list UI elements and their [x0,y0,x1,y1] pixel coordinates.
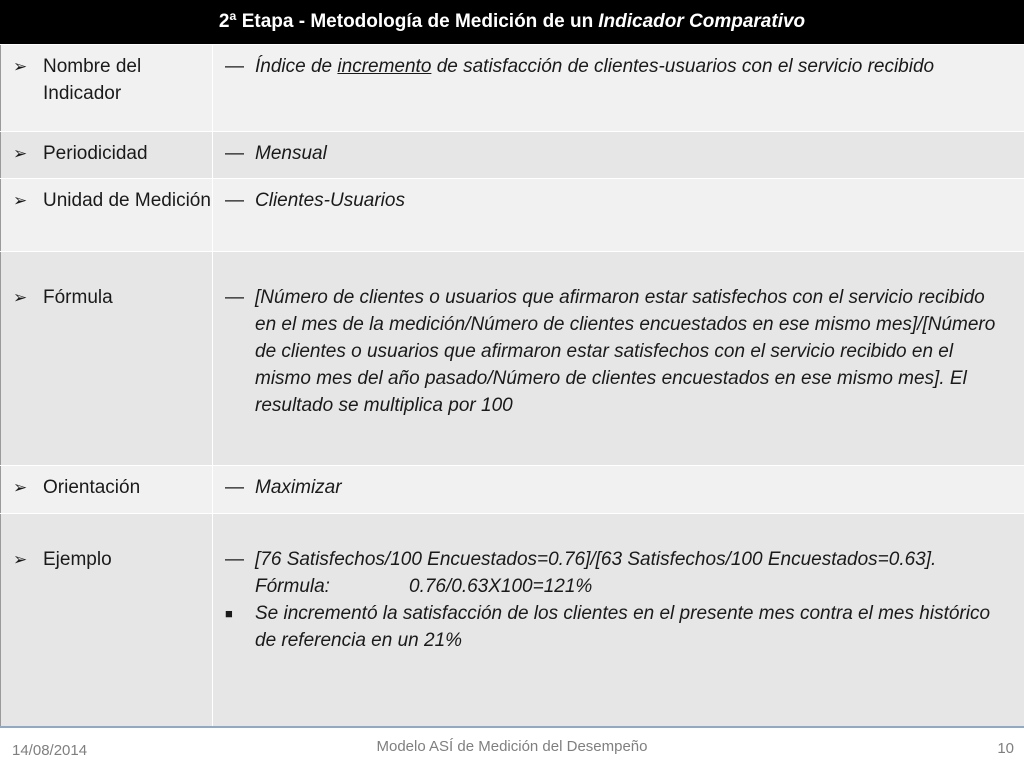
row-label-cell [1,132,213,179]
slide-title [0,0,1024,44]
formula-value: 0.76/0.63X100=121% [409,573,592,600]
arrow-bullet-icon: ➢ [13,187,43,214]
table-row [1,45,1024,132]
row-value: Clientes-Usuarios [255,187,1004,214]
row-value: [Número de clientes o usuarios que afirmaron estar satisfechos con el servicio recibido en el mes de la medición/Número de clientes encuestados en ese mismo mes]/[Número de clientes o usuarios que afirmaron estar satisfechos con el servicio recibido en el mismo mes del año pasado/Número de clientes encuestados en ese mismo mes]. El resultado se multiplica por 100 [255,284,1004,419]
row-value-cell [213,179,1024,252]
row-value-cell [213,132,1024,179]
slide-title-plain: 2ª Etapa - Metodología de Medición de un [219,11,593,33]
slide-title-italic: Indicador Comparativo [598,11,805,33]
slide-footer [0,726,1024,770]
row-label: Unidad de Medición [43,187,212,214]
row-label-cell [1,179,213,252]
row-label-cell [1,466,213,514]
table-row [1,132,1024,179]
row-value-cell [213,514,1024,727]
row-label: Periodicidad [43,140,212,167]
row-value-cell [213,252,1024,466]
arrow-bullet-icon: ➢ [13,284,43,311]
dash-bullet-icon: — [225,474,255,501]
row-value-cell [213,45,1024,132]
footer-date: 14/08/2014 [12,742,87,759]
footer-title: Modelo ASÍ de Medición del Desempeño [0,738,1024,755]
row-value: Mensual [255,140,1004,167]
underlined-word: incremento [337,56,431,77]
row-label-cell [1,252,213,466]
arrow-bullet-icon: ➢ [13,474,43,501]
example-conclusion: Se incrementó la satisfacción de los clientes en el presente mes contra el mes histórico de referencia en un 21% [255,600,1004,654]
formula-label: Fórmula: [255,573,409,600]
row-label: Ejemplo [43,546,212,573]
arrow-bullet-icon: ➢ [13,140,43,167]
row-label-cell [1,514,213,727]
arrow-bullet-icon: ➢ [13,546,43,573]
table-row [1,466,1024,514]
row-value: [76 Satisfechos/100 Encuestados=0.76]/[63 Satisfechos/100 Encuestados=0.63]. [255,546,1004,573]
indicator-table [0,44,1024,727]
dash-bullet-icon: — [225,546,255,573]
table-row [1,514,1024,727]
dash-bullet-icon: — [225,284,255,419]
row-label: Nombre del Indicador [43,53,212,107]
row-label: Orientación [43,474,212,501]
example-formula [225,573,1004,600]
page-number: 10 [997,740,1014,757]
row-value: Maximizar [255,474,1004,501]
row-label: Fórmula [43,284,212,311]
row-value-cell [213,466,1024,514]
table-row [1,252,1024,466]
row-label-cell [1,45,213,132]
dash-bullet-icon: — [225,53,255,80]
dash-bullet-icon: — [225,140,255,167]
table-row [1,179,1024,252]
dash-bullet-icon: — [225,187,255,214]
square-bullet-icon: ■ [225,600,255,654]
row-value: Índice de incremento de satisfacción de clientes-usuarios con el servicio recibido [255,53,1004,80]
arrow-bullet-icon: ➢ [13,53,43,107]
